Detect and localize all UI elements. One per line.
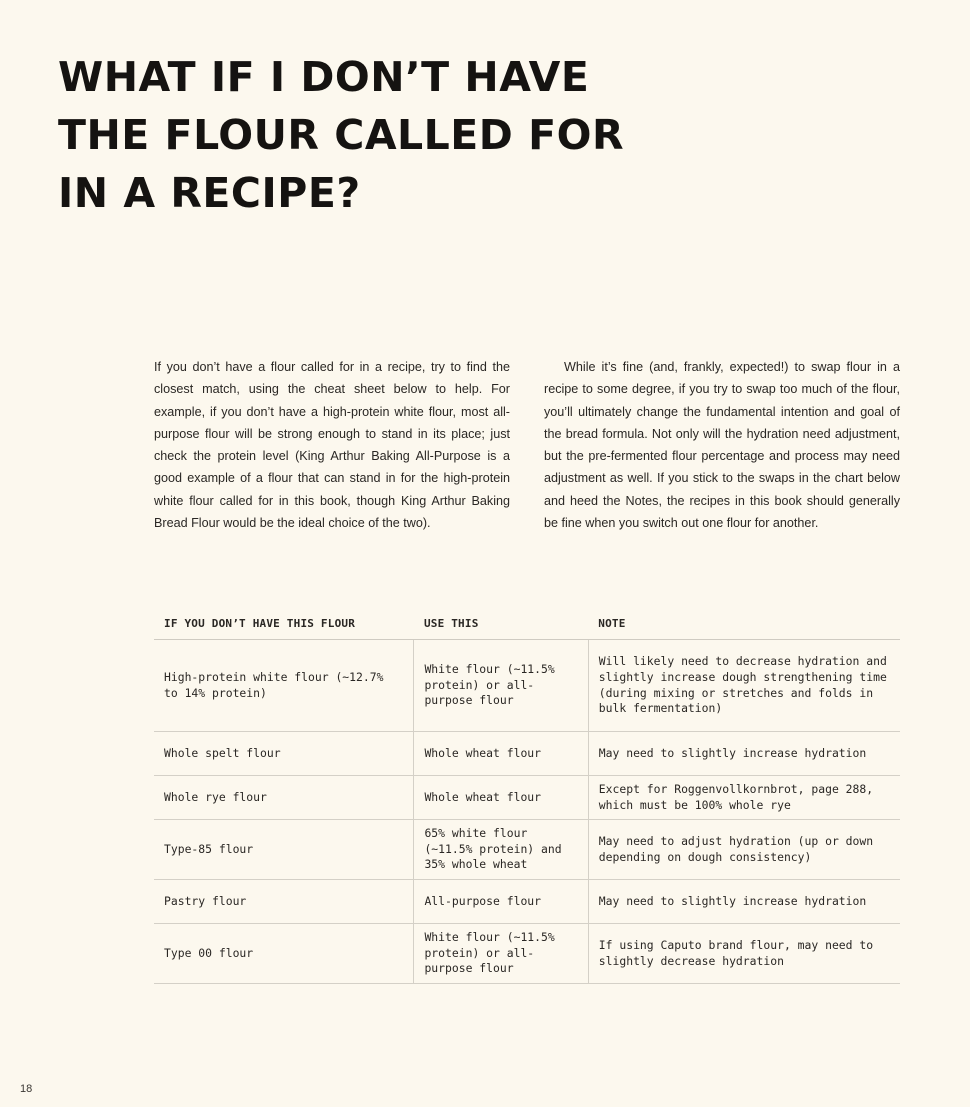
page-title-line-3: IN A RECIPE? xyxy=(58,169,361,217)
cell-note: Will likely need to decrease hydration and slightly increase dough strengthening time (during mixing or stretches and folds in bulk fermentation) xyxy=(588,640,900,732)
page-title-line-1: WHAT IF I DON’T HAVE xyxy=(58,53,590,101)
cell-use: Whole wheat flour xyxy=(414,732,588,776)
cell-flour: Type-85 flour xyxy=(154,820,414,880)
cell-flour: Pastry flour xyxy=(154,880,414,924)
table-row xyxy=(154,732,900,776)
flour-substitution-table xyxy=(154,609,900,984)
page-number: 18 xyxy=(20,1083,33,1095)
cell-use: White flour (~11.5% protein) or all-purpose flour xyxy=(414,640,588,732)
cell-note: May need to slightly increase hydration xyxy=(588,732,900,776)
cell-flour: Type 00 flour xyxy=(154,924,414,984)
header-note: NOTE xyxy=(588,609,900,640)
body-paragraph-right: While it’s fine (and, frankly, expected!) to swap flour in a recipe to some degree, if you try to swap too much of the flour, you’ll ultimately change the fundamental intention and goal of the bread formula. Not only will the hydration need adjustment, but the pre-fermented flour percentage and process may need adjustment as well. If you stick to the swaps in the chart below and heed the Notes, the recipes in this book should generally be fine when you switch out one flour for another. xyxy=(544,360,900,531)
cell-note: If using Caputo brand flour, may need to slightly decrease hydration xyxy=(588,924,900,984)
cell-flour: High-protein white flour (~12.7% to 14% protein) xyxy=(154,640,414,732)
cell-flour: Whole spelt flour xyxy=(154,732,414,776)
table-row xyxy=(154,640,900,732)
cell-note: May need to adjust hydration (up or down depending on dough consistency) xyxy=(588,820,900,880)
cell-use: White flour (~11.5% protein) or all-purpose flour xyxy=(414,924,588,984)
table-header-row xyxy=(154,609,900,640)
page-title-line-2: THE FLOUR CALLED FOR xyxy=(58,111,625,159)
cell-use: 65% white flour (~11.5% protein) and 35% whole wheat xyxy=(414,820,588,880)
table-row xyxy=(154,820,900,880)
table-row xyxy=(154,880,900,924)
header-use-this: USE THIS xyxy=(414,609,588,640)
cell-use: Whole wheat flour xyxy=(414,776,588,820)
header-missing-flour: IF YOU DON’T HAVE THIS FLOUR xyxy=(154,609,414,640)
page-title xyxy=(58,48,678,222)
cell-note: Except for Roggenvollkornbrot, page 288, which must be 100% whole rye xyxy=(588,776,900,820)
cell-note: May need to slightly increase hydration xyxy=(588,880,900,924)
cell-flour: Whole rye flour xyxy=(154,776,414,820)
body-paragraph-left: If you don’t have a flour called for in a recipe, try to find the closest match, using the cheat sheet below to help. For example, if you don’t have a high-protein white flour, most all-purpose flour will be strong enough to stand in its place; just check the protein level (King Arthur Baking All-Purpose is a good example of a flour that can stand in for the high-protein white flour called for in this book, though King Arthur Baking Bread Flour would be the ideal choice of the two). xyxy=(154,360,510,531)
table-row xyxy=(154,924,900,984)
cell-use: All-purpose flour xyxy=(414,880,588,924)
table-row xyxy=(154,776,900,820)
